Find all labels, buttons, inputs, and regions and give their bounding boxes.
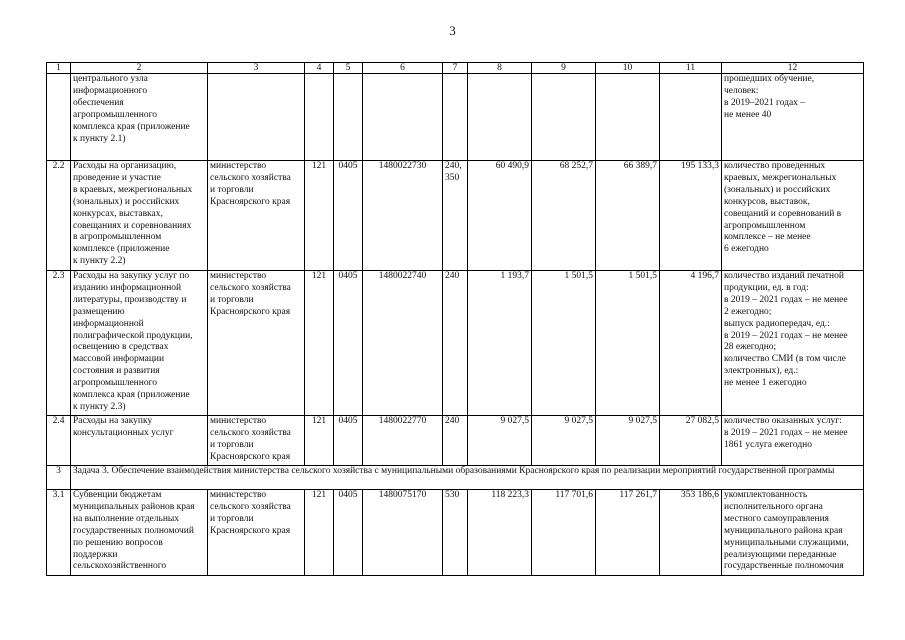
row-number — [47, 74, 71, 161]
table-row — [47, 416, 864, 466]
measure-name: Расходы на закупку услуг по изданию информационной литературы, производству и размещению информационной полиграфической продукции, освещению в средствах массовой информации состояния и развития агропромышленного комплекса края (приложение к пункту 2.3) — [71, 271, 208, 416]
grbs-code — [305, 74, 334, 161]
grbs-name — [208, 74, 305, 161]
row-number: 2.2 — [47, 161, 71, 271]
expense-2021: 1 501,5 — [596, 271, 660, 416]
section-code: 0405 — [334, 271, 363, 416]
expected-result: прошедших обучение, человек: в 2019–2021 годах – не менее 40 — [722, 74, 864, 161]
expense-2020 — [532, 74, 596, 161]
target-article-code — [363, 74, 443, 161]
expense-2019: 118 223,3 — [468, 490, 532, 576]
grbs-code: 121 — [305, 490, 334, 576]
expense-type-code: 240, 350 — [443, 161, 468, 271]
measure-name: Субвенции бюджетам муниципальных районов края на выполнение отдельных государственных полномочий по решению вопросов поддержки сельскохозяйственного — [71, 490, 208, 576]
table-header-row — [47, 63, 864, 74]
expense-2021: 9 027,5 — [596, 416, 660, 466]
expense-2019 — [468, 74, 532, 161]
target-article-code: 1480022770 — [363, 416, 443, 466]
grbs-name: министерство сельского хозяйства и торговли Красноярского края — [208, 161, 305, 271]
expense-2019: 60 490,9 — [468, 161, 532, 271]
table-row — [47, 490, 864, 576]
expense-total — [660, 74, 722, 161]
expected-result: количество изданий печатной продукции, ед. в год: в 2019 – 2021 годах – не менее 2 ежегодно; выпуск радиопередач, ед.: в 2019 – 2021 годах – не менее 28 ежегодно; количество СМИ (в том числе электронных), ед.: не менее 1 ежегодно — [722, 271, 864, 416]
column-header: 1 — [47, 63, 71, 74]
expense-2021: 66 389,7 — [596, 161, 660, 271]
expense-2021 — [596, 74, 660, 161]
row-number: 2.3 — [47, 271, 71, 416]
row-number: 2.4 — [47, 416, 71, 466]
page-number: 3 — [449, 23, 456, 38]
row-number: 3.1 — [47, 490, 71, 576]
target-article-code: 1480075170 — [363, 490, 443, 576]
table-row — [47, 271, 864, 416]
expense-2019: 9 027,5 — [468, 416, 532, 466]
column-header: 3 — [208, 63, 305, 74]
column-header: 6 — [363, 63, 443, 74]
expected-result: укомплектованность исполнительного органа местного самоуправления муниципального района края муниципальными служащими, реализующими переданные государственные полномочия — [722, 490, 864, 576]
expense-2020: 68 252,7 — [532, 161, 596, 271]
section-code: 0405 — [334, 490, 363, 576]
grbs-code: 121 — [305, 416, 334, 466]
column-header: 11 — [660, 63, 722, 74]
expense-2021: 117 261,7 — [596, 490, 660, 576]
section-code — [334, 74, 363, 161]
expense-type-code: 530 — [443, 490, 468, 576]
expense-2020: 1 501,5 — [532, 271, 596, 416]
grbs-name: министерство сельского хозяйства и торговли Красноярского края — [208, 416, 305, 466]
expense-2020: 117 701,6 — [532, 490, 596, 576]
column-header: 12 — [722, 63, 864, 74]
grbs-code: 121 — [305, 161, 334, 271]
column-header: 5 — [334, 63, 363, 74]
expense-total: 27 082,5 — [660, 416, 722, 466]
section-code: 0405 — [334, 416, 363, 466]
target-article-code: 1480022730 — [363, 161, 443, 271]
expense-type-code: 240 — [443, 416, 468, 466]
section-code: 0405 — [334, 161, 363, 271]
measure-name: Расходы на организацию, проведение и участие в краевых, межрегиональных (зональных) и российских конкурсах, выставках, совещаниях и соревнованиях в агропромышленном комплексе (приложение к пункту 2.2) — [71, 161, 208, 271]
task-number: 3 — [47, 466, 71, 490]
target-article-code: 1480022740 — [363, 271, 443, 416]
grbs-name: министерство сельского хозяйства и торговли Красноярского края — [208, 490, 305, 576]
program-table — [46, 62, 864, 576]
expected-result: количество оказанных услуг: в 2019 – 2021 годах – не менее 1861 услуга ежегодно — [722, 416, 864, 466]
measure-name: центрального узла информационного обеспечения агропромышленного комплекса края (приложение к пункту 2.1) — [71, 74, 208, 161]
column-header: 2 — [71, 63, 208, 74]
expense-2019: 1 193,7 — [468, 271, 532, 416]
grbs-code: 121 — [305, 271, 334, 416]
expense-2020: 9 027,5 — [532, 416, 596, 466]
expected-result: количество проведенных краевых, межрегиональных (зональных) и российских конкурсов, выставок, совещаний и соревнований в агропромышленном комплексе – не менее 6 ежегодно — [722, 161, 864, 271]
column-header: 10 — [596, 63, 660, 74]
column-header: 4 — [305, 63, 334, 74]
column-header: 8 — [468, 63, 532, 74]
table-row — [47, 161, 864, 271]
task-title: Задача 3. Обеспечение взаимодействия министерства сельского хозяйства с муниципальными образованиями Красноярского края по реализации мероприятий государственной программы — [71, 466, 864, 490]
expense-total: 353 186,6 — [660, 490, 722, 576]
expense-total: 4 196,7 — [660, 271, 722, 416]
column-header: 9 — [532, 63, 596, 74]
table-row — [47, 74, 864, 161]
expense-total: 195 133,3 — [660, 161, 722, 271]
expense-type-code — [443, 74, 468, 161]
column-header: 7 — [443, 63, 468, 74]
expense-type-code: 240 — [443, 271, 468, 416]
task-row — [47, 466, 864, 490]
measure-name: Расходы на закупку консультационных услуг — [71, 416, 208, 466]
grbs-name: министерство сельского хозяйства и торговли Красноярского края — [208, 271, 305, 416]
